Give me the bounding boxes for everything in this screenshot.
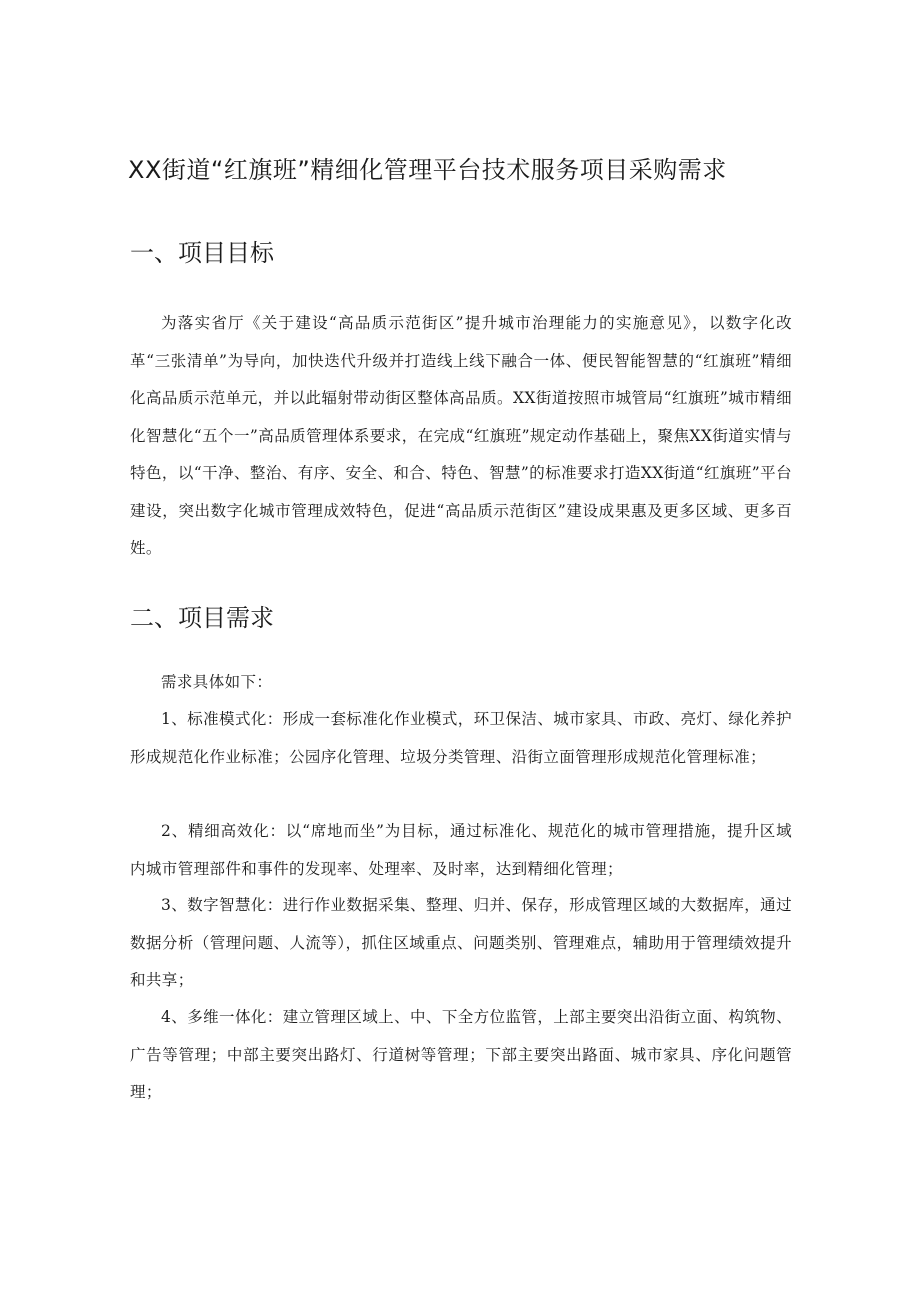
section-heading-project-goal: 一、项目目标: [130, 239, 274, 267]
requirement-item-multidimensional: 4、多维一体化：建立管理区域上、中、下全方位监管，上部主要突出沿街立面、构筑物、广告等管理；中部主要突出路灯、行道树等管理；下部主要突出路面、城市家具、序化问题管理；: [130, 1008, 792, 1101]
requirement-item-digital-intelligence: 3、数字智慧化：进行作业数据采集、整理、归并、保存，形成管理区域的大数据库，通过数据分析（管理问题、人流等），抓住区域重点、问题类别、管理难点，辅助用于管理绩效提升和共享；: [130, 896, 792, 989]
requirement-item-standardization: 1、标准模式化：形成一套标准化作业模式，环卫保洁、城市家具、市政、亮灯、绿化养护形成规范化作业标准；公园序化管理、垃圾分类管理、沿街立面管理形成规范化管理标准；: [130, 710, 792, 766]
paragraph-requirements-lead: 需求具体如下：: [161, 673, 273, 691]
paragraph-project-goal: 为落实省厅《关于建设“高品质示范街区”提升城市治理能力的实施意见》，以数字化改革“三张清单”为导向，加快迭代升级并打造线上线下融合一体、便民智能智慧的“红旗班”精细化高品质示范单元，并以此辐射带动街区整体高品质。XX街道按照市城管局“红旗班”城市精细化智慧化“五个一”高品质管理体系要求，在完成“红旗班”规定动作基础上，聚焦XX街道实情与特色，以“干净、整治、有序、安全、和合、特色、智慧”的标准要求打造XX街道“红旗班”平台建设，突出数字化城市管理成效特色，促进“高品质示范街区”建设成果惠及更多区域、更多百姓。: [130, 314, 792, 557]
document-title: XX街道“红旗班”精细化管理平台技术服务项目采购需求: [128, 156, 727, 184]
section-heading-project-requirements: 二、项目需求: [130, 604, 274, 632]
requirement-item-refinement: 2、精细高效化：以“席地而坐”为目标，通过标准化、规范化的城市管理措施，提升区域内城市管理部件和事件的发现率、处理率、及时率，达到精细化管理；: [130, 822, 792, 878]
